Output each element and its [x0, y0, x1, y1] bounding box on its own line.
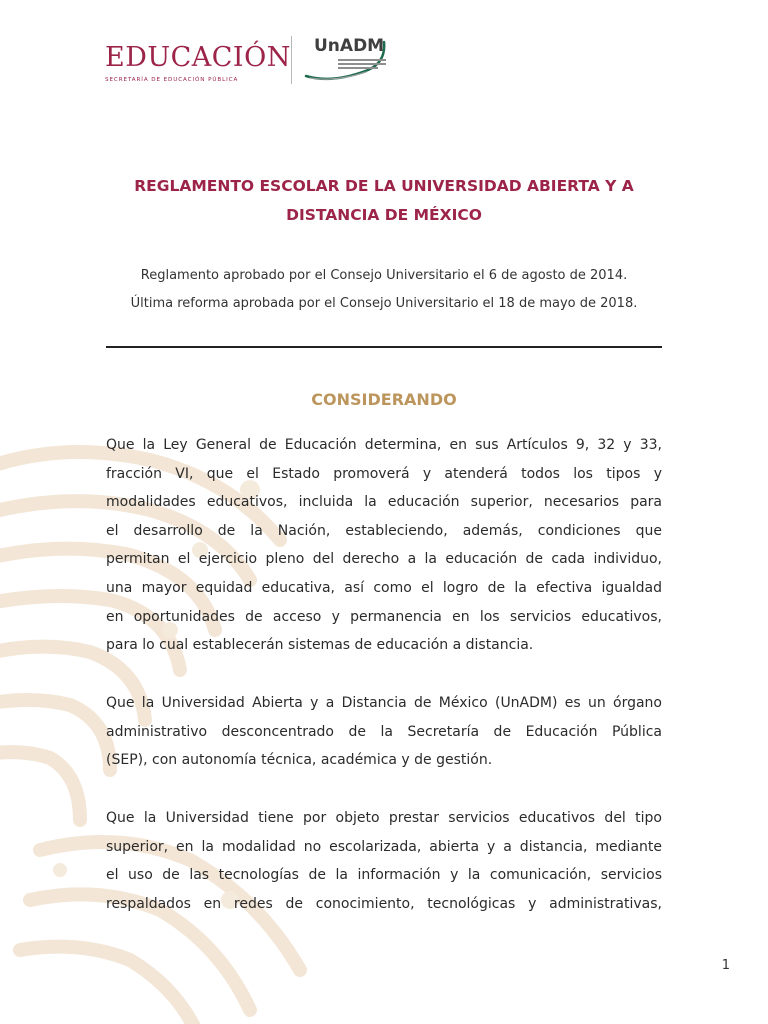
education-logo-subtitle: SECRETARÍA DE EDUCACIÓN PÚBLICA [105, 77, 239, 83]
reform-line: Última reforma aprobada por el Consejo Universitario el 18 de mayo de 2018. [130, 296, 638, 311]
paragraph-line: una mayor equidad educativa, así como el logro de la efectiva igualdad [106, 579, 662, 596]
paragraph-line: administrativo desconcentrado de la Secretaría de Educación Pública [106, 723, 662, 740]
paragraph-line: Que la Universidad tiene por objeto prestar servicios educativos del tipo [106, 810, 662, 826]
paragraph-line: el uso de las tecnologías de la información y la comunicación, servicios [106, 867, 662, 884]
document-approval-info [105, 262, 663, 318]
document-title [105, 172, 663, 230]
paragraph-line: (SEP), con autonomía técnica, académica y de gestión. [106, 752, 493, 769]
section-heading: CONSIDERANDO [311, 390, 457, 409]
paragraph [106, 689, 662, 775]
unadm-logo-tagline [338, 59, 386, 71]
paragraph [106, 804, 662, 918]
unadm-logo-text: UnADM [314, 36, 385, 56]
document-title-line: DISTANCIA DE MÉXICO [286, 206, 482, 224]
unadm-logo [302, 32, 392, 88]
paragraph-line: Que la Universidad Abierta y a Distancia de México (UnADM) es un órgano [106, 695, 662, 711]
education-logo-text: EDUCACIÓN [105, 42, 291, 73]
paragraph-line: modalidades educativos, incluida la educación superior, necesarios para [106, 494, 662, 511]
approval-line: Reglamento aprobado por el Consejo Universitario el 6 de agosto de 2014. [140, 268, 628, 283]
paragraph-line: respaldados en redes de conocimiento, tecnológicas y administrativas, [106, 895, 662, 912]
logo-divider [291, 36, 292, 84]
paragraph [106, 431, 662, 660]
paragraph-line: superior, en la modalidad no escolarizada, abierta y a distancia, mediante [106, 838, 662, 855]
page-number: 1 [721, 958, 730, 973]
paragraph-line: el desarrollo de la Nación, estableciendo, además, condiciones que [106, 522, 662, 539]
paragraph-line: en oportunidades de acceso y permanencia en los servicios educativos, [106, 608, 662, 625]
paragraph-line: Que la Ley General de Educación determina, en sus Artículos 9, 32 y 33, [106, 437, 662, 453]
paragraph-line: para lo cual establecerán sistemas de educación a distancia. [106, 637, 534, 654]
paragraph-line: permitan el ejercicio pleno del derecho a la educación de cada individuo, [106, 551, 662, 568]
document-title-line: REGLAMENTO ESCOLAR DE LA UNIVERSIDAD ABIERTA Y A [134, 177, 634, 195]
horizontal-rule [106, 346, 662, 348]
paragraph-line: fracción VI, que el Estado promoverá y atenderá todos los tipos y [106, 465, 662, 482]
education-logo [105, 42, 291, 83]
